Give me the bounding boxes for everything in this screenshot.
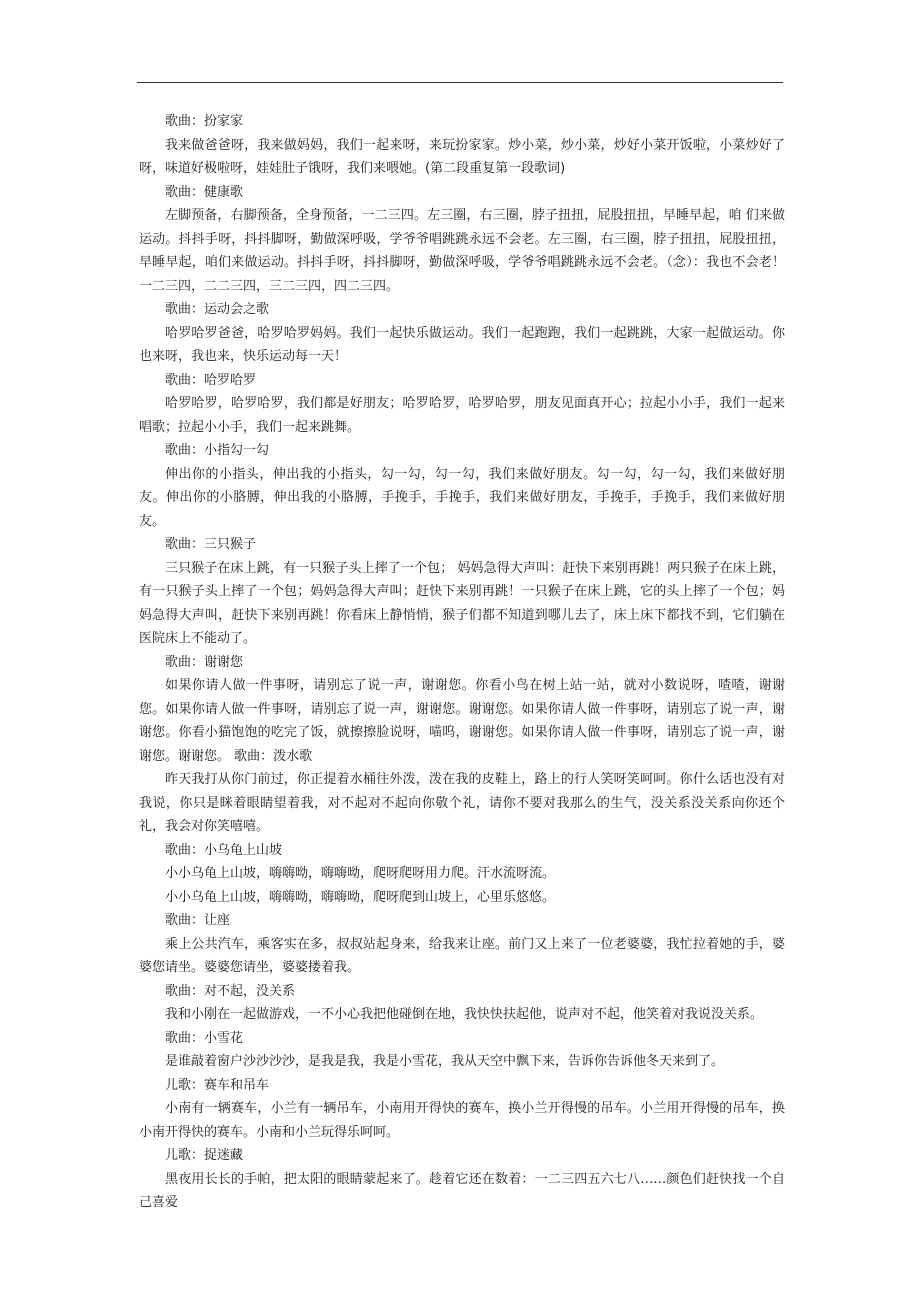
song-title: 歌曲：谢谢您 <box>165 654 244 670</box>
song-title: 歌曲：小指勾一勾 <box>165 443 270 458</box>
song-lyrics: 哈罗哈罗爸爸，哈罗哈罗妈妈。我们一起快乐做运动。我们一起跑跑，我们一起跳跳，大家一起做运动。你也来呀，我也来，快乐运动每一天！ <box>139 325 785 364</box>
rhyme-title: 儿歌：捉迷藏 <box>165 1148 244 1163</box>
song-lyrics: 我来做爸爸呀，我来做妈妈，我们一起来呀，来玩扮家家。炒小菜，炒小菜，炒好小菜开饭啦，小菜炒好了呀，味道好极啦呀，娃娃肚子饿呀，我们来喂她。(第二段重复第一段歌词) <box>139 137 785 176</box>
song-lyrics: 三只猴子在床上跳，有一只猴子头上摔了一个包； 妈妈急得大声叫：赶快下来别再跳！两只猴子在床上跳，有一只猴子头上摔了一个包；妈妈急得大声叫；赶快下来别再跳！一只猴子在床上跳，它的头上摔了一个包；妈妈急得大声叫，赶快下来别再跳！你看床上静悄悄，猴子们都不知道到哪儿去了，床上床下都找不到，它们躺在医院床上不能动了。 <box>139 560 785 646</box>
song-title: 歌曲：对不起，没关系 <box>165 983 296 999</box>
song-title: 歌曲：小雪花 <box>165 1030 244 1046</box>
song-title: 歌曲：哈罗哈罗 <box>165 372 257 388</box>
rhyme-text: 黑夜用长长的手帕，把太阳的眼睛蒙起来了。趁着它还在数着：一二三四五六七八……颜色们赶快找一个自己喜爱 <box>139 1171 785 1210</box>
song-lyrics: 小小乌龟上山坡，嗨嗨呦，嗨嗨呦，爬呀爬呀用力爬。汗水流呀流。 <box>165 866 556 881</box>
song-lyrics: 乘上公共汽车，乘客实在多，叔叔站起身来，给我来让座。前门又上来了一位老婆婆，我忙拉着她的手，婆婆您请坐。婆婆您请坐，婆婆搂着我。 <box>139 936 785 975</box>
header-rule <box>137 82 783 83</box>
song-lyrics: 昨天我打从你门前过，你正提着水桶往外泼，泼在我的皮鞋上，路上的行人笑呀笑呵呵。你什么话也没有对我说，你只是眯着眼睛望着我，对不起对不起向你敬个礼，请你不要对我那么的生气，没关系没关系向你还个礼，我会对你笑嘻嘻。 <box>139 772 785 834</box>
song-title: 歌曲：健康歌 <box>165 184 244 200</box>
song-title: 歌曲：扮家家 <box>165 114 244 129</box>
song-lyrics: 哈罗哈罗，哈罗哈罗，我们都是好朋友；哈罗哈罗，哈罗哈罗，朋友见面真开心；拉起小小手，我们一起来唱歌；拉起小小手，我们一起来跳舞。 <box>139 396 785 435</box>
song-lyrics: 伸出你的小指头，伸出我的小指头，勾一勾，勾一勾，我们来做好朋友。勾一勾，勾一勾，我们来做好朋友。伸出你的小胳膊，伸出我的小胳膊，手挽手，手挽手，我们来做好朋友，手挽手，手挽手，我们来做好朋友。 <box>139 466 785 529</box>
song-title: 歌曲：运动会之歌 <box>165 302 270 317</box>
song-lyrics: 左脚预备，右脚预备，全身预备，一二三四。左三圈，右三圈，脖子扭扭，屁股扭扭，早睡早起，咱 们来做运动。抖抖手呀，抖抖脚呀，勤做深呼吸，学爷爷唱跳跳永远不会老。左三圈，右三圈，脖子扭扭，屁股扭扭，早睡早起，咱们来做运动。抖抖手呀，抖抖脚呀，勤做深呼吸，学爷爷唱跳跳永远不会老。（念）：我也不会老！一二三四，二二三四，三二三四，四二三四。 <box>139 208 785 294</box>
song-title: 歌曲：三只猴子 <box>165 537 257 552</box>
song-lyrics: 如果你请人做一件事呀，请别忘了说一声，谢谢您。你看小鸟在树上站一站，就对小数说呀，喳喳，谢谢您。如果你请人做一件事呀，请别忘了说一声，谢谢您。谢谢您。如果你请人做一件事呀，请别忘了说一声，谢谢您。你看小猫饱饱的吃完了饭，就擦擦脸说呀，喵呜，谢谢您。如果你请人做一件事呀，请别忘了说一声，谢谢您。谢谢您。 歌曲：泼水歌 <box>139 678 785 764</box>
song-lyrics: 小小乌龟上山坡，嗨嗨呦，嗨嗨呦，爬呀爬到山坡上，心里乐悠悠。 <box>165 889 556 905</box>
song-lyrics: 我和小刚在一起做游戏，一不小心我把他碰倒在地，我快快扶起他，说声对不起，他笑着对我说没关系。 <box>165 1007 764 1022</box>
document-body <box>139 110 785 1215</box>
rhyme-text: 小南有一辆赛车，小兰有一辆吊车，小南用开得快的赛车，换小兰开得慢的吊车。小兰用开得慢的吊车，换小南开得快的赛车。小南和小兰玩得乐呵呵。 <box>139 1101 785 1140</box>
song-title: 歌曲：让座 <box>165 913 231 928</box>
rhyme-title: 儿歌：赛车和吊车 <box>165 1077 270 1093</box>
song-lyrics: 是谁敲着窗户沙沙沙沙，是我是我，我是小雪花，我从天空中飘下来，告诉你告诉他冬天来到了。 <box>165 1054 725 1069</box>
song-title: 歌曲：小乌龟上山坡 <box>165 842 283 858</box>
